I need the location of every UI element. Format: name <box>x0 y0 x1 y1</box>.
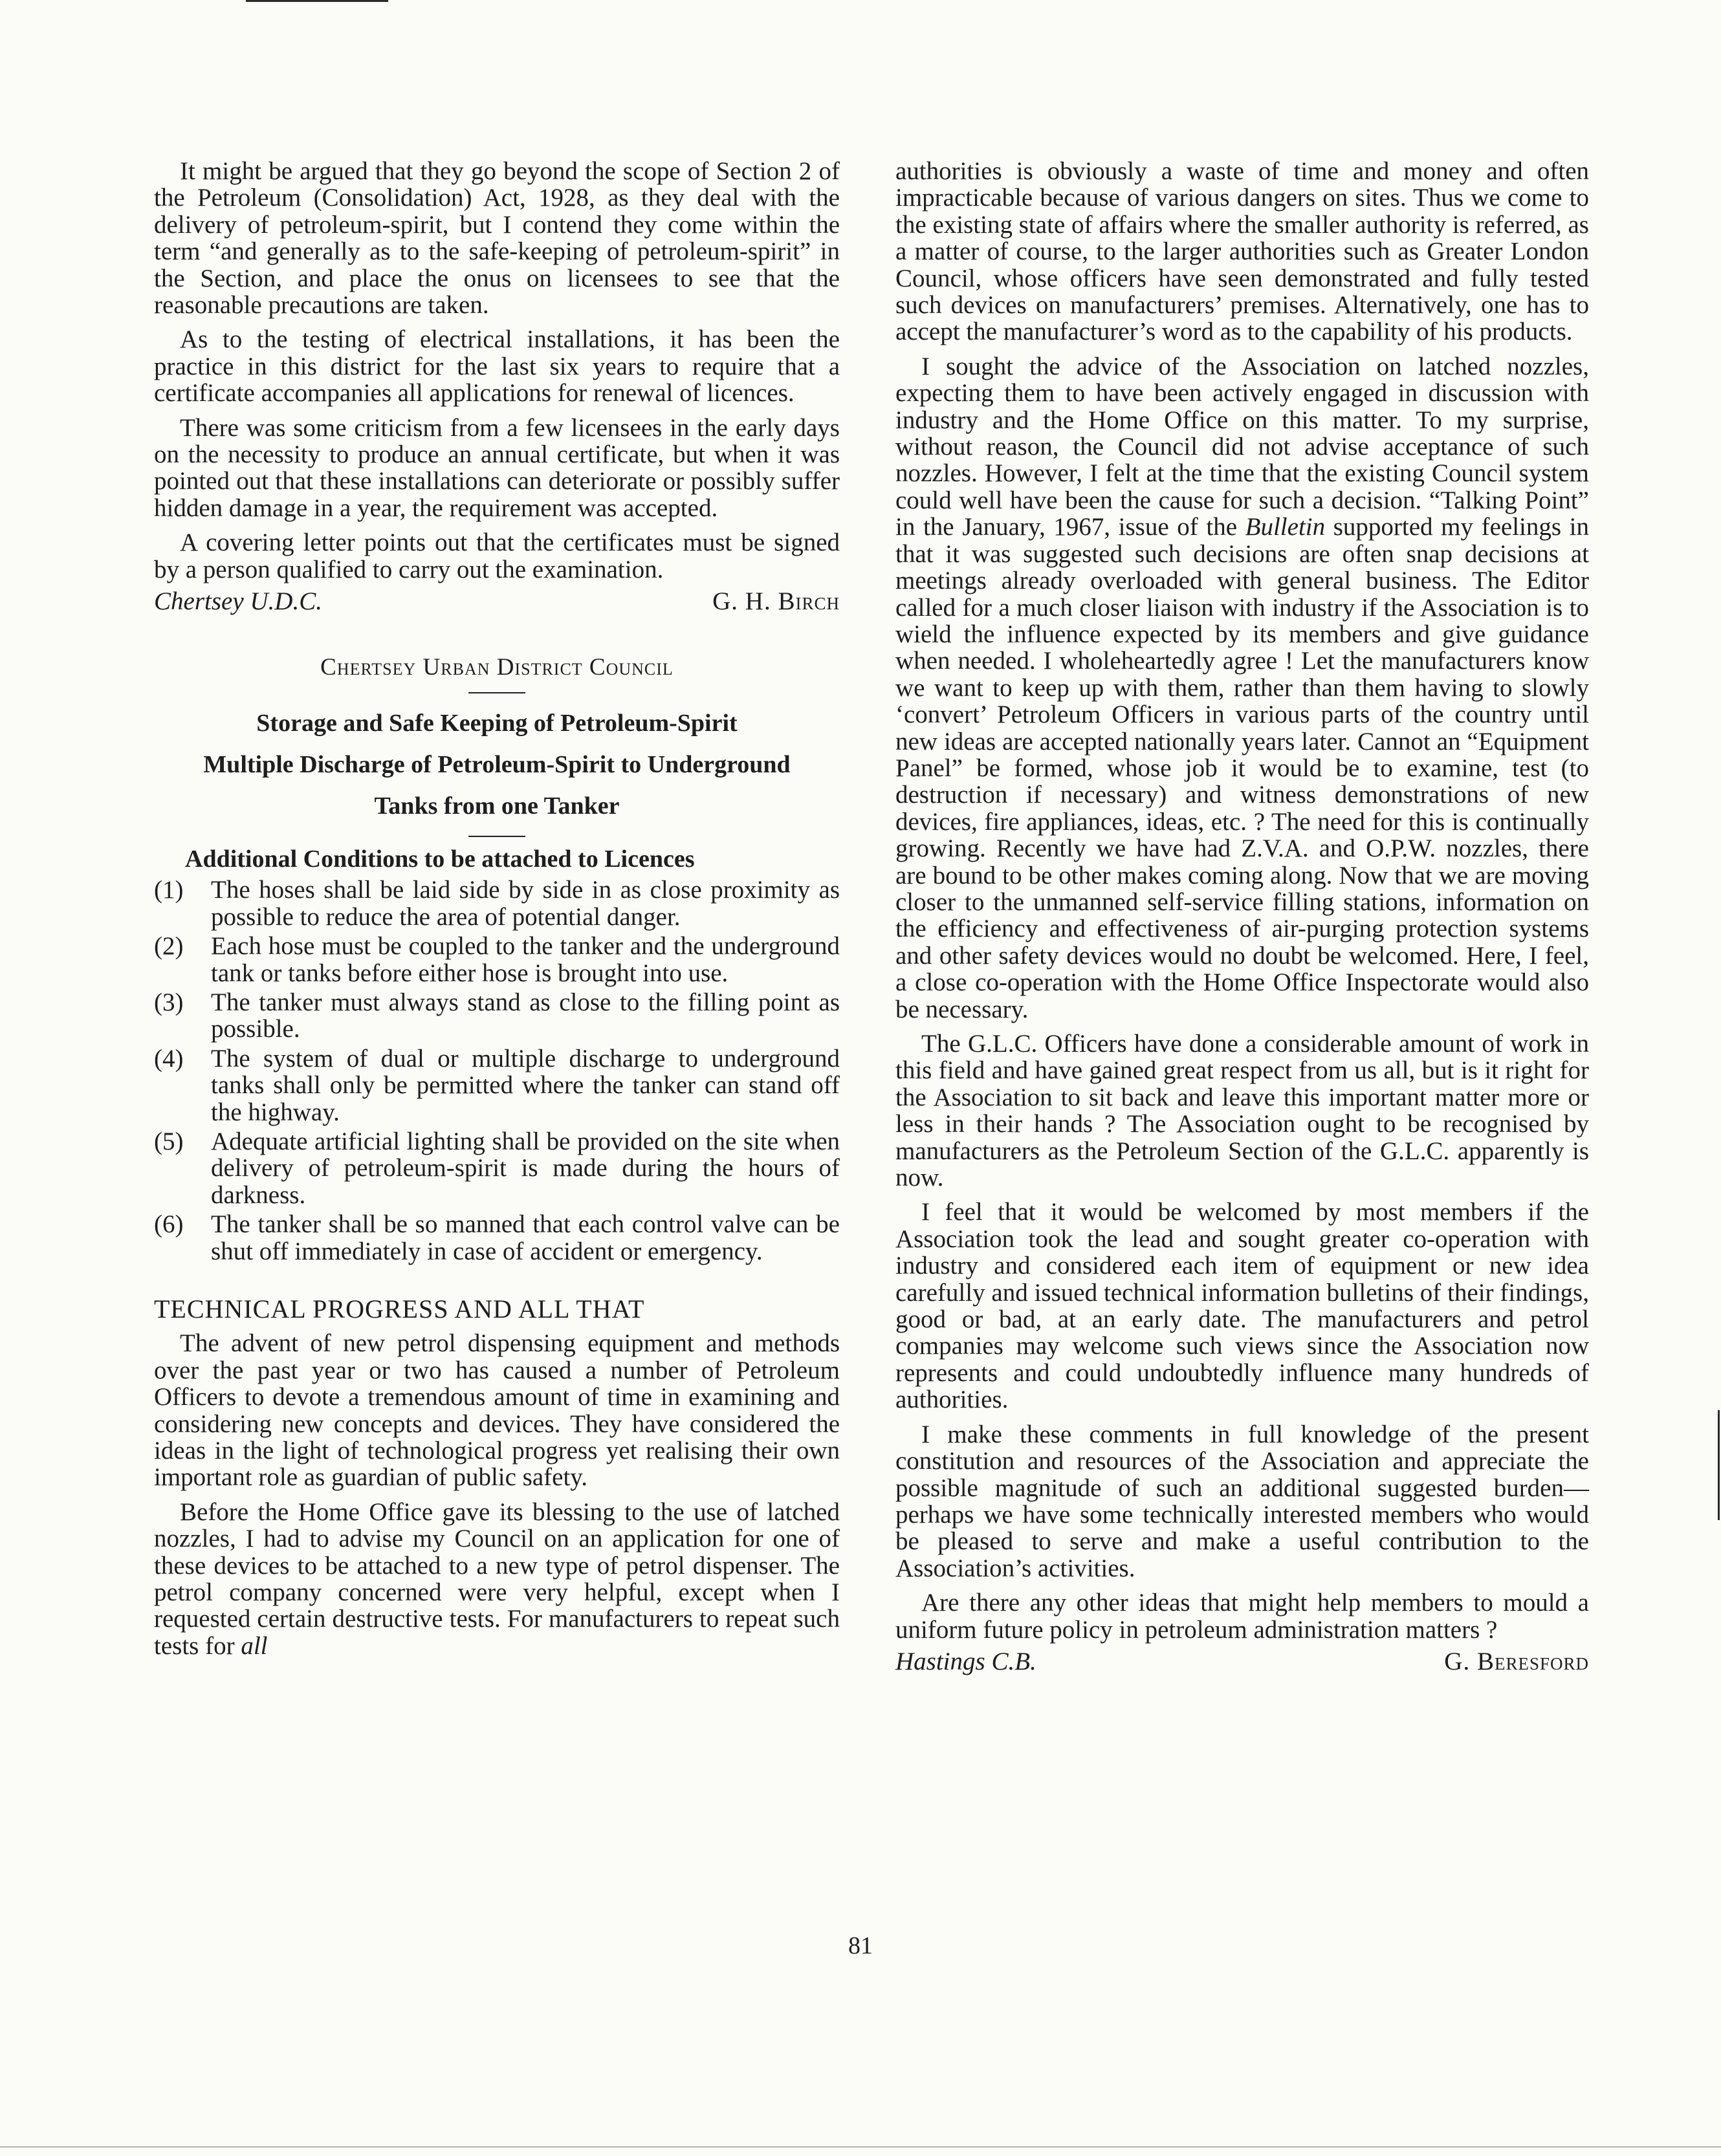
signature-name: G. H. Birch <box>712 587 840 616</box>
condition-number: (1) <box>154 876 184 904</box>
conditions-title-line-1: Storage and Safe Keeping of Petroleum-Spirit <box>256 709 738 737</box>
intro-paragraph-1: It might be argued that they go beyond the scope of Section 2 of the Petroleum (Consolidation) Act, 1928, as they deal with the delivery of petroleum-spirit, but I contend they come within the term “and generally as to the safe-keeping of petroleum-spirit” in the Section, and place the onus on licensees to see that the reasonable precautions are taken. <box>154 157 840 320</box>
condition-text: The tanker must always stand as close to the filling point as possible. <box>211 988 840 1043</box>
council-heading: Chertsey Urban District Council <box>320 653 674 681</box>
heading-rule <box>468 692 525 693</box>
condition-number: (3) <box>154 988 184 1016</box>
signature-name: G. Beresford <box>1444 1647 1589 1675</box>
signature-beresford <box>895 1648 1589 1675</box>
condition-item <box>154 877 840 930</box>
condition-number: (2) <box>154 932 184 961</box>
condition-number: (5) <box>154 1127 184 1155</box>
condition-text: The hoses shall be laid side by side in as close proximity as possible to reduce the area of potential danger. <box>211 876 840 931</box>
section-paragraph-1: The advent of new petrol dispensing equipment and methods over the past year or two has caused a number of Petroleum Officers to devote a tremendous amount of time in examining and considering new concepts and devices. They have considered the ideas in the light of technological progress yet realising their own important role as guardian of public safety. <box>154 1329 840 1492</box>
right-column <box>895 158 1589 1675</box>
conditions-title-line-2: Multiple Discharge of Petroleum-Spirit to Underground <box>203 750 791 778</box>
right-paragraph-comments: I make these comments in full knowledge of the present constitution and resources of the Association and appreciate the possible magnitude of such an additional suggested burden—perhaps we have some technically interested members who would be pleased to serve and make a useful contribution to the Association’s activities. <box>895 1420 1589 1582</box>
condition-text: Adequate artificial lighting shall be provided on the site when delivery of petroleum-spirit is made during the hours of darkness. <box>211 1127 840 1209</box>
intro-paragraph-3: There was some criticism from a few licensees in the early days on the necessity to produce an annual certificate, but when it was pointed out that these installations can deteriorate or possibly suffer hidden damage in a year, the requirement was accepted. <box>154 413 840 522</box>
conditions-subtitle: Additional Conditions to be attached to Licences <box>185 845 695 873</box>
condition-text: The tanker shall be so manned that each control valve can be shut off immediately in case of accident or emergency. <box>211 1210 840 1265</box>
bulletin-title: Bulletin <box>1245 513 1326 541</box>
signature-birch <box>154 588 840 615</box>
condition-text: The system of dual or multiple discharge to underground tanks shall only be permitted where the tanker can stand off the highway. <box>211 1044 840 1126</box>
condition-item <box>154 989 840 1043</box>
condition-item <box>154 1128 840 1208</box>
signature-place: Chertsey U.D.C. <box>154 587 322 616</box>
signature-place: Hastings C.B. <box>895 1647 1036 1675</box>
intro-paragraph-4: A covering letter points out that the certificates must be signed by a person qualified to carry out the examination. <box>154 528 840 583</box>
section-paragraph-2-text: Before the Home Office gave its blessing to the use of latched nozzles, I had to advise my Council on an application for one of these devices to be attached to a new type of petrol dispenser. The petrol company concerned were very helpful, except when I requested certain destructive tests. For manufacturers to repeat such tests for <box>154 1497 840 1660</box>
condition-item <box>154 1211 840 1265</box>
heading-rule <box>468 836 525 837</box>
scan-mark-bottom <box>0 2146 1721 2148</box>
conditions-title-line-3: Tanks from one Tanker <box>374 792 620 820</box>
condition-item <box>154 933 840 986</box>
conditions-title <box>154 702 840 827</box>
page-number: 81 <box>848 1932 873 1959</box>
scan-mark-right <box>1718 1410 1720 1520</box>
right-paragraph-latched-nozzles <box>895 353 1589 1023</box>
section-paragraph-2 <box>154 1499 840 1659</box>
right-paragraph-text-b: supported my feelings in that it was suggested such decisions are often snap decisions at meetings already overloaded with general business. The Editor called for a much closer liaison with industry if the Association is to wield the influence expected by its members and give guidance when needed. I wholeheartedly agree ! Let the manufacturers know we want to keep up with them, rather than them having to slowly ‘convert’ Petroleum Officers in various parts of the country until new ideas are accepted nationally years later. Cannot an “Equipment Panel” be formed, whose job it would be to examine, test (to destruction if necessary) and witness demonstrations of new devices, fire appliances, ideas, etc. ? The need for this is continually growing. Recently we have had Z.V.A. and O.P.W. nozzles, there are bound to be other makes coming along. Now that we are moving closer to the unmanned self-service filling stations, information on the efficiency and effectiveness of air-purging protection systems and other safety devices would no doubt be welcomed. Here, I feel, a close co-operation with the Home Office Inspectorate would also be necessary. <box>895 513 1589 1023</box>
right-paragraph-text-a: I sought the advice of the Association on latched nozzles, expecting them to have been actively engaged in discussion with industry and the Home Office on this matter. To my surprise, without reason, the Council did not advise acceptance of such nozzles. However, I felt at the time that the existing Council system could well have been the cause for such a decision. “Talking Point” in the January, 1967, issue of the <box>895 352 1589 541</box>
conditions-list <box>154 877 840 1265</box>
intro-paragraph-2: As to the testing of electrical installations, it has been the practice in this district for the last six years to require that a certificate accompanies all applications for renewal of licences. <box>154 325 840 408</box>
scan-mark-top <box>246 0 388 2</box>
condition-item <box>154 1045 840 1126</box>
condition-number: (6) <box>154 1210 184 1239</box>
continuation-paragraph: authorities is obviously a waste of time and money and often impracticable because of various dangers on sites. Thus we come to the existing state of affairs where the smaller authority is referred, as a matter of course, to the larger authorities such as Greater London Council, whose officers have seen demonstrated and fully tested such devices on manufacturers’ premises. Alternatively, one has to accept the manufacturer’s word as to the capability of his products. <box>895 157 1589 346</box>
right-paragraph-ideas: Are there any other ideas that might help members to mould a uniform future policy in petroleum administration matters ? <box>895 1589 1589 1644</box>
italic-word: all <box>241 1631 268 1660</box>
condition-number: (4) <box>154 1044 184 1073</box>
condition-text: Each hose must be coupled to the tanker and the underground tank or tanks before either hose is brought into use. <box>211 932 840 987</box>
right-paragraph-welcomed: I feel that it would be welcomed by most members if the Association took the lead and sought greater co-operation with industry and considered each item of equipment or new idea carefully and issued technical information bulletins of their findings, good or bad, at an early date. The manufacturers and petrol companies may welcome such views since the Association now represents and could undoubtedly influence many hundreds of authorities. <box>895 1198 1589 1414</box>
right-paragraph-glc: The G.L.C. Officers have done a considerable amount of work in this field and have gained great respect from us all, but is it right for the Association to sit back and leave this important matter more or less in their hands ? The Association ought to be recognised by manufacturers as the Petroleum Section of the G.L.C. apparently is now. <box>895 1030 1589 1192</box>
section-title: TECHNICAL PROGRESS AND ALL THAT <box>154 1294 645 1323</box>
left-column <box>154 158 840 1667</box>
